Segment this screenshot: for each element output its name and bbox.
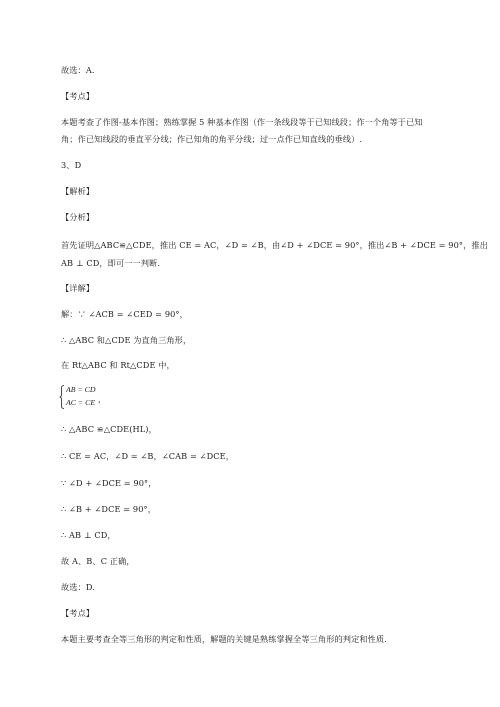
paragraph-line: AB ⊥ CD，即可一一判断. bbox=[61, 258, 161, 268]
solution-line: 解：∵ ∠ACB = ∠CED = 90°， bbox=[61, 309, 188, 319]
section-heading-kaodian: 【考点】 bbox=[61, 91, 95, 101]
section-heading-jiexi: 【解析】 bbox=[61, 186, 95, 196]
solution-line: ∴ CE = AC，∠D = ∠B，∠CAB = ∠DCE， bbox=[61, 451, 235, 461]
equation-row: AC = CE bbox=[66, 398, 96, 407]
solution-line: 在 Rt△ABC 和 Rt△CDE 中， bbox=[61, 360, 175, 370]
section-heading-xiangjie: 【详解】 bbox=[61, 283, 95, 293]
answer-line: 故选：D. bbox=[61, 582, 95, 592]
section-heading-kaodian: 【考点】 bbox=[61, 608, 95, 618]
paragraph-line: 角；作已知线段的垂直平分线；作已知角的角平分线；过一点作已知直线的垂线）. bbox=[61, 134, 363, 144]
equation-row: AB = CD bbox=[66, 385, 96, 394]
brace-icon bbox=[59, 385, 65, 409]
equation-tail: ， bbox=[98, 395, 106, 404]
section-heading-fenxi: 【分析】 bbox=[61, 212, 95, 222]
solution-line: ∴ ∠B + ∠DCE = 90°， bbox=[61, 504, 156, 514]
question-number: 3、D bbox=[61, 160, 82, 170]
solution-line: ∴ △ABC ≌△CDE(HL)， bbox=[61, 424, 157, 434]
paragraph-line: 首先证明△ABC≌△CDE，推出 CE = AC，∠D = ∠B，由∠D + ∠DCE = 90°，推出∠B + ∠DCE = 90°，推出 bbox=[61, 240, 488, 250]
paragraph-line: 本题主要考查全等三角形的判定和性质，解题的关键是熟练掌握全等三角形的判定和性质. bbox=[61, 634, 387, 644]
answer-line: 故选：A. bbox=[61, 65, 95, 75]
paragraph-line: 本题考查了作图-基本作图；熟练掌握 5 种基本作图（作一条线段等于已知线段；作一个角等于已知 bbox=[61, 117, 423, 127]
solution-line: ∴ AB ⊥ CD， bbox=[61, 530, 116, 540]
solution-line: 故 A、B、C 正确， bbox=[61, 556, 135, 566]
solution-line: ∴ △ABC 和△CDE 为直角三角形， bbox=[61, 335, 192, 345]
solution-line: ∵ ∠D + ∠DCE = 90°， bbox=[61, 478, 157, 488]
